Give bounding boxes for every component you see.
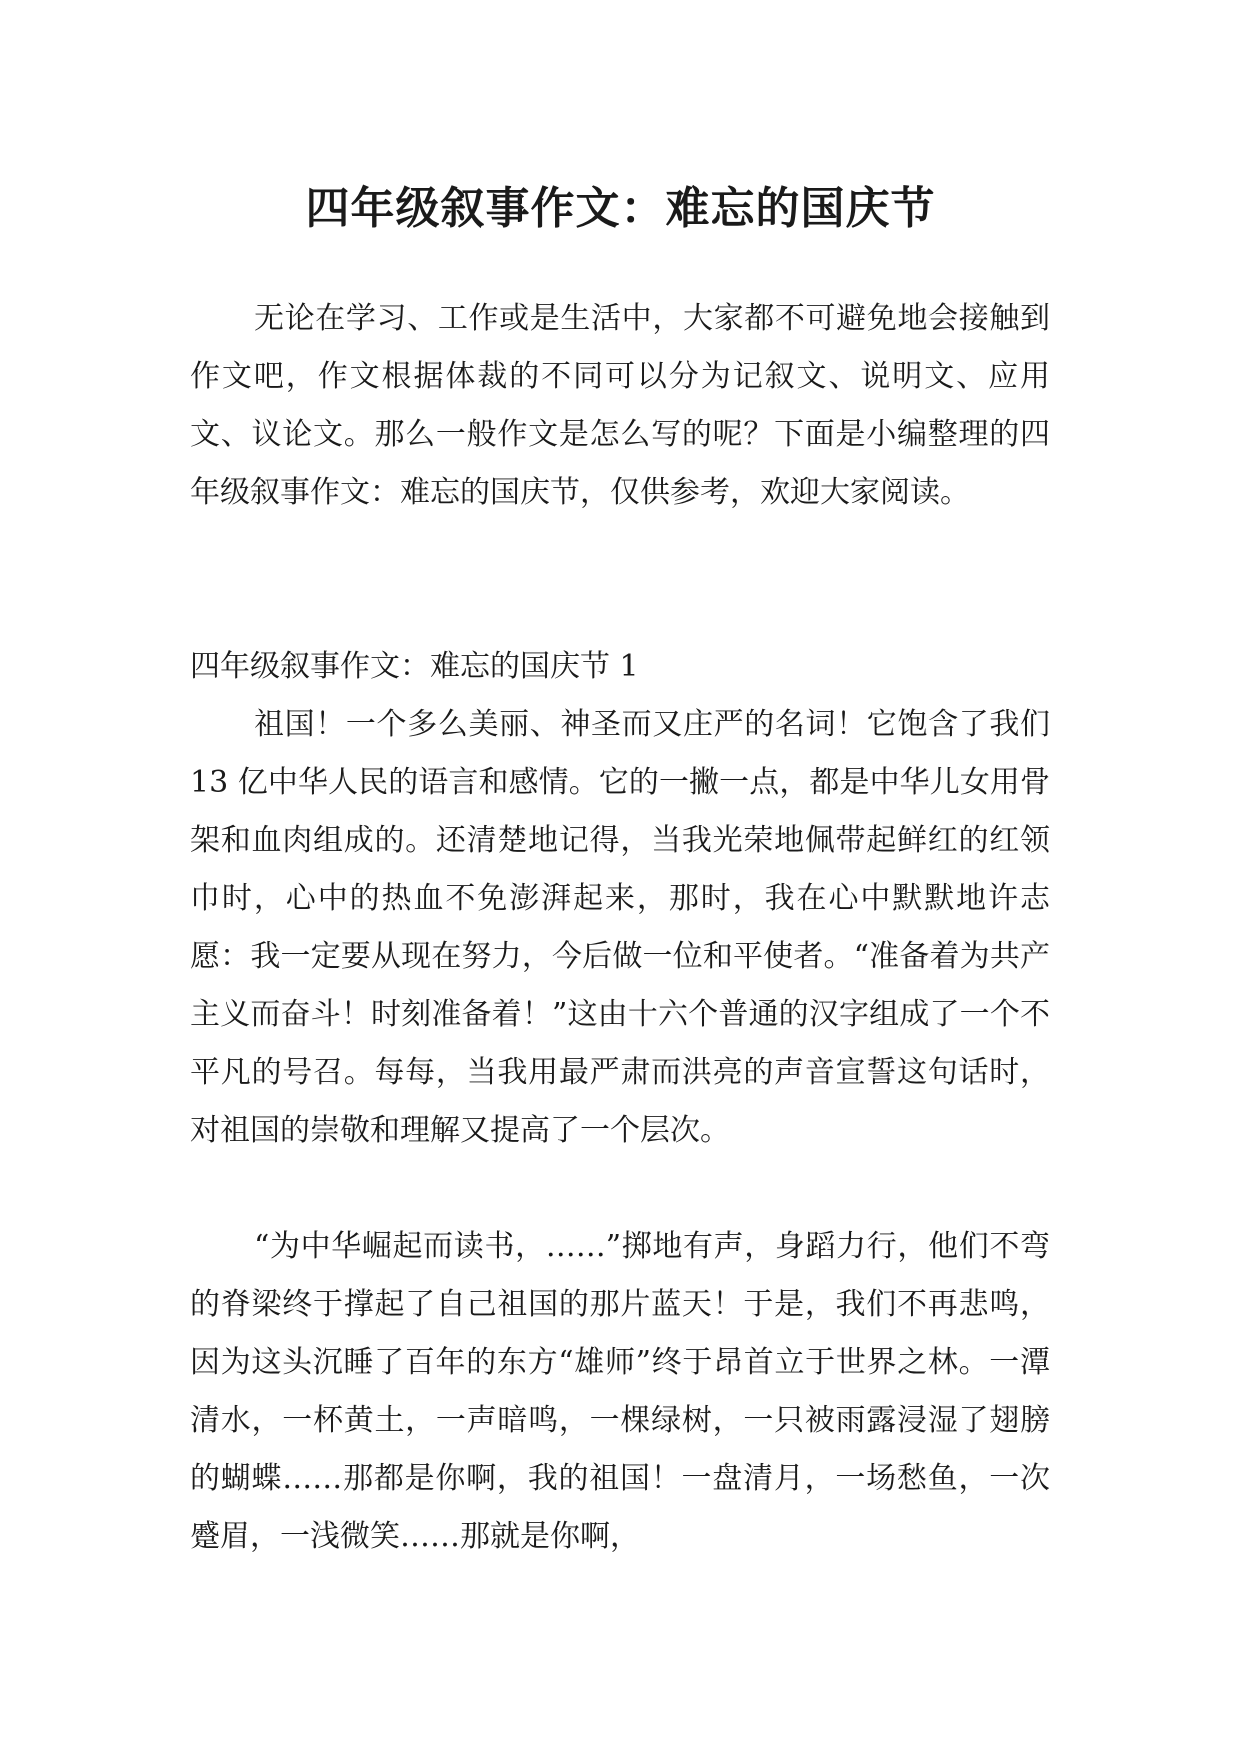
body-paragraph-1: 祖国！一个多么美丽、神圣而又庄严的名词！它饱含了我们 13 亿中华人民的语言和感情。它的一撇一点，都是中华儿女用骨架和血肉组成的。还清楚地记得，当我光荣地佩带起鲜红的红领巾时，心中的热血不免澎湃起来，那时，我在心中默默地许志愿：我一定要从现在努力，今后做一位和平使者。“准备着为共产主义而奋斗！时刻准备着！”这由十六个普通的汉字组成了一个不平凡的号召。每每，当我用最严肃而洪亮的声音宣誓这句话时，对祖国的崇敬和理解又提高了一个层次。 xyxy=(190,707,1050,1148)
document-title: 四年级叙事作文：难忘的国庆节 xyxy=(305,183,936,235)
body-paragraph-2: “为中华崛起而读书，……”掷地有声，身蹈力行，他们不弯的脊梁终于撑起了自己祖国的那片蓝天！于是，我们不再悲鸣，因为这头沉睡了百年的东方“雄师”终于昂首立于世界之林。一潭清水，一杯黄土，一声暗鸣，一棵绿树，一只被雨露浸湿了翅膀的蝴蝶……那都是你啊，我的祖国！一盘清月，一场愁鱼，一次蹙眉，一浅微笑……那就是你啊， xyxy=(190,1229,1050,1554)
section-heading: 四年级叙事作文：难忘的国庆节 1 xyxy=(190,649,639,684)
intro-paragraph: 无论在学习、工作或是生活中，大家都不可避免地会接触到作文吧，作文根据体裁的不同可以分为记叙文、说明文、应用文、议论文。那么一般作文是怎么写的呢？下面是小编整理的四年级叙事作文：难忘的国庆节，仅供参考，欢迎大家阅读。 xyxy=(190,301,1050,510)
